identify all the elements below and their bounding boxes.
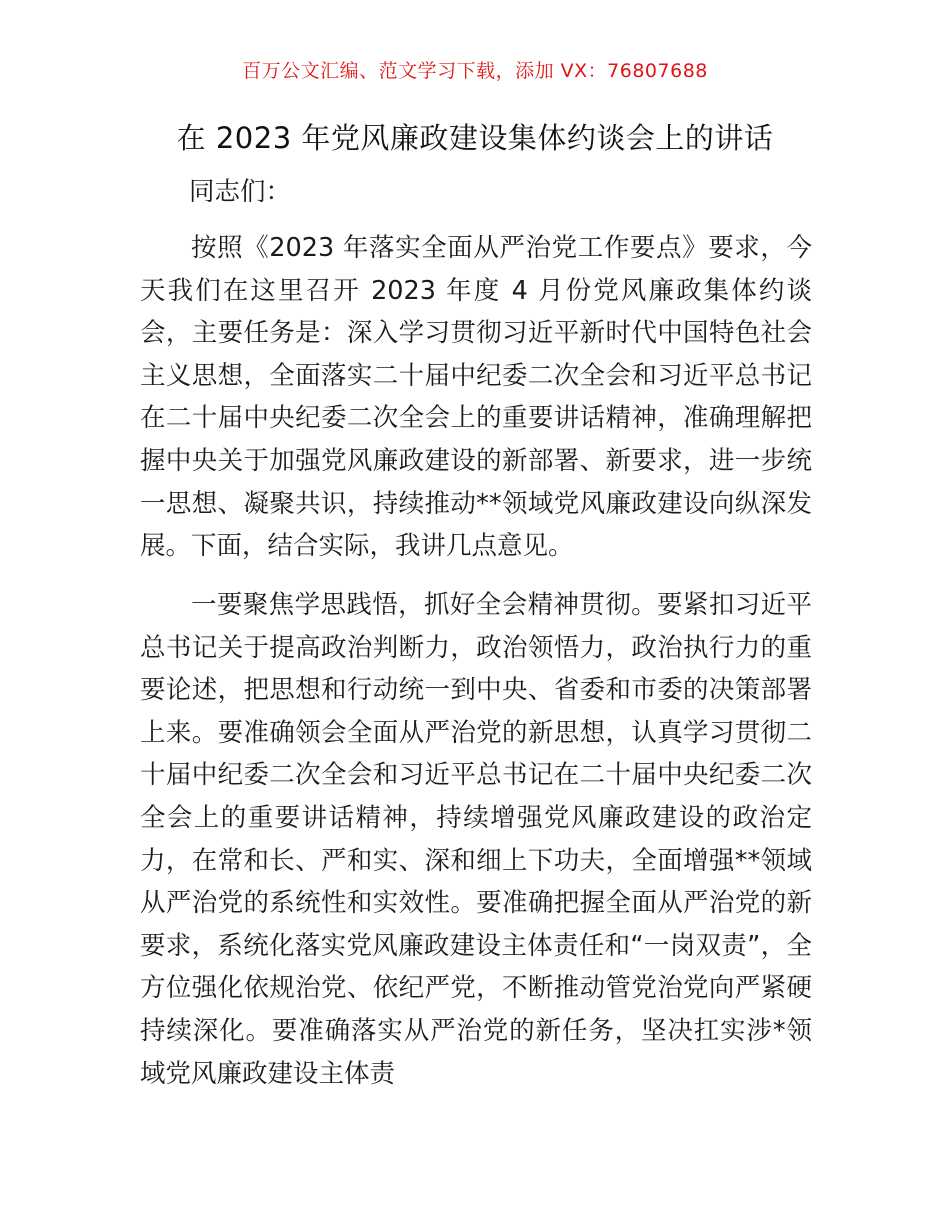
paragraph-intro: 按照《2023 年落实全面从严治党工作要点》要求，今天我们在这里召开 2023 年度 4 月份党风廉政集体约谈会，主要任务是：深入学习贯彻习近平新时代中国特色社会主义思想，全面落实二十届中纪委二次全会和习近平总书记在二十届中央纪委二次全会上的重要讲话精神，准确理解把握中央关于加强党风廉政建设的新部署、新要求，进一步统一思想、凝聚共识，持续推动**领域党风廉政建设向纵深发展。下面，结合实际，我讲几点意见。 — [140, 233, 812, 562]
watermark-header: 百万公文汇编、范文学习下载，添加 VX：76807688 — [242, 60, 708, 82]
paragraph-block-1 — [140, 227, 812, 568]
paragraph-block-2 — [140, 584, 812, 1095]
salutation: 同志们： — [189, 177, 292, 207]
paragraph-point-one: 一要聚焦学思践悟，抓好全会精神贯彻。要紧扣习近平总书记关于提高政治判断力，政治领悟力，政治执行力的重要论述，把思想和行动统一到中央、省委和市委的决策部署上来。要准确领会全面从严治党的新思想，认真学习贯彻二十届中纪委二次全会和习近平总书记在二十届中央纪委二次全会上的重要讲话精神，持续增强党风廉政建设的政治定力，在常和长、严和实、深和细上下功夫，全面增强**领域从严治党的系统性和实效性。要准确把握全面从严治党的新要求，系统化落实党风廉政建设主体责任和“一岗双责”，全方位强化依规治党、依纪严党，不断推动管党治党向严紧硬持续深化。要准确落实从严治党的新任务，坚决扛实涉*领域党风廉政建设主体责 — [140, 590, 812, 1089]
document-title: 在 2023 年党风廉政建设集体约谈会上的讲话 — [176, 121, 774, 155]
